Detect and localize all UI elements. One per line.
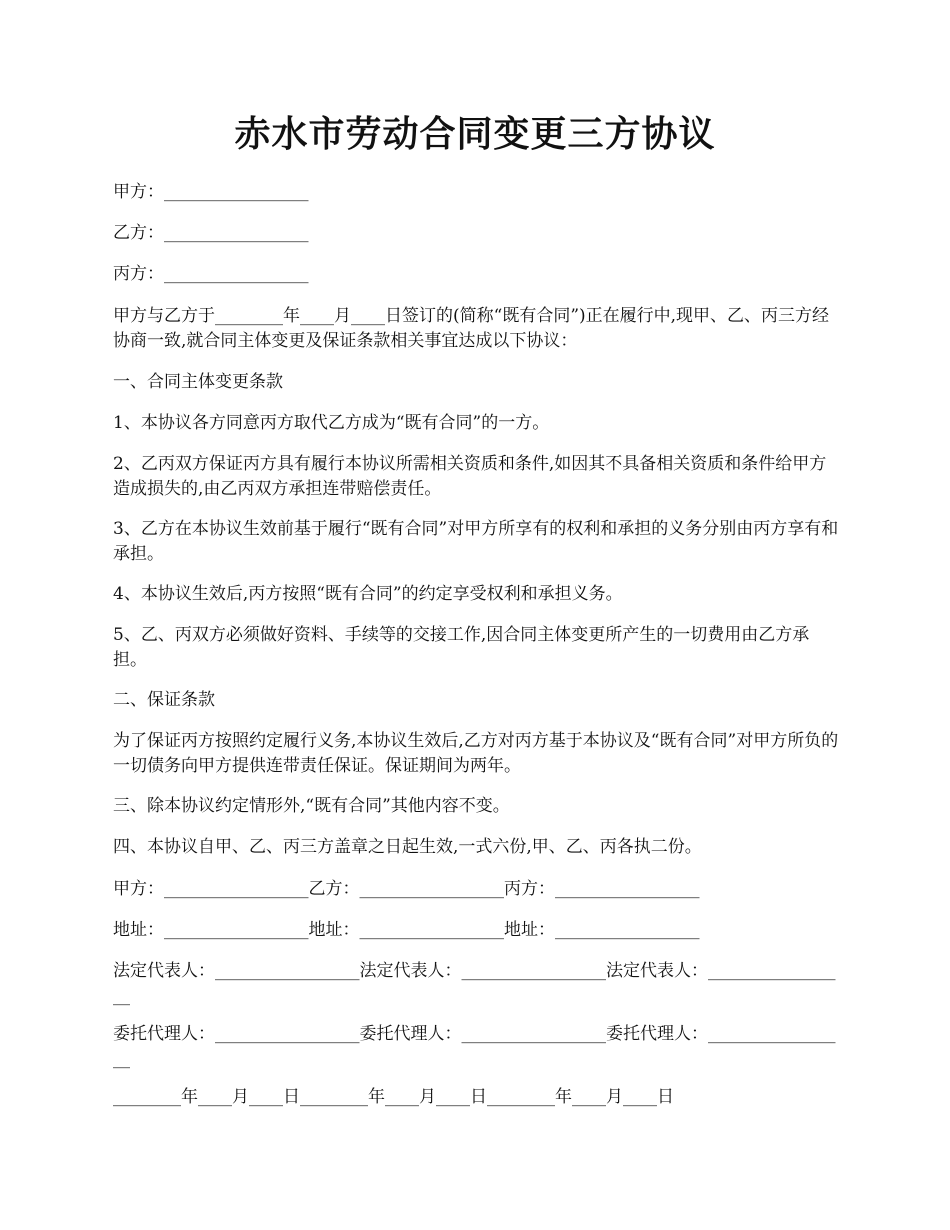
intro-paragraph: 甲方与乙方于________年____月____日签订的(简称“既有合同”)正在履行中,现甲、乙、丙三方经协商一致,就合同主体变更及保证条款相关事宜达成以下协议： — [113, 306, 830, 351]
clause-1: 1、本协议各方同意丙方取代乙方成为“既有合同”的一方。 — [113, 413, 550, 433]
signature-parties-line: 甲方：_________________乙方：_________________丙方：_________________ — [113, 879, 700, 899]
section4-paragraph: 四、本协议自甲、乙、丙三方盖章之日起生效,一式六份,甲、乙、丙各执二份。 — [113, 837, 702, 857]
clause-3: 3、乙方在本协议生效前基于履行“既有合同”对甲方所享有的权利和承担的义务分别由丙方享有和承担。 — [113, 519, 839, 564]
party-c-line: 丙方：_________________ — [113, 264, 309, 284]
signature-dates-line: ________年____月____日________年____月____日________年____月____日 — [113, 1087, 674, 1107]
signature-address-line: 地址：_________________地址：_________________地址：_________________ — [113, 920, 700, 940]
document-title: 赤水市劳动合同变更三方协议 — [234, 114, 716, 155]
section2-heading: 二、保证条款 — [113, 690, 215, 710]
party-b-line: 乙方：_________________ — [113, 223, 309, 243]
signature-legal-rep-line: 法定代表人：_________________法定代表人：_________________法定代表人：_________________ — [113, 961, 836, 1006]
clause-5: 5、乙、丙双方必须做好资料、手续等的交接工作,因合同主体变更所产生的一切费用由乙方承担。 — [113, 625, 810, 670]
guarantee-paragraph: 为了保证丙方按照约定履行义务,本协议生效后,乙方对丙方基于本协议及“既有合同”对甲方所负的一切债务向甲方提供连带责任保证。保证期间为两年。 — [113, 731, 839, 776]
party-a-line: 甲方：_________________ — [113, 182, 309, 202]
signature-agent-line: 委托代理人：_________________委托代理人：_________________委托代理人：_________________ — [113, 1024, 836, 1069]
section1-heading: 一、合同主体变更条款 — [113, 372, 283, 392]
clause-2: 2、乙丙双方保证丙方具有履行本协议所需相关资质和条件,如因其不具备相关资质和条件给甲方造成损失的,由乙丙双方承担连带赔偿责任。 — [113, 454, 827, 499]
clause-4: 4、本协议生效后,丙方按照“既有合同”的约定享受权利和承担义务。 — [113, 584, 623, 604]
section3-paragraph: 三、除本协议约定情形外,“既有合同”其他内容不变。 — [113, 796, 510, 816]
